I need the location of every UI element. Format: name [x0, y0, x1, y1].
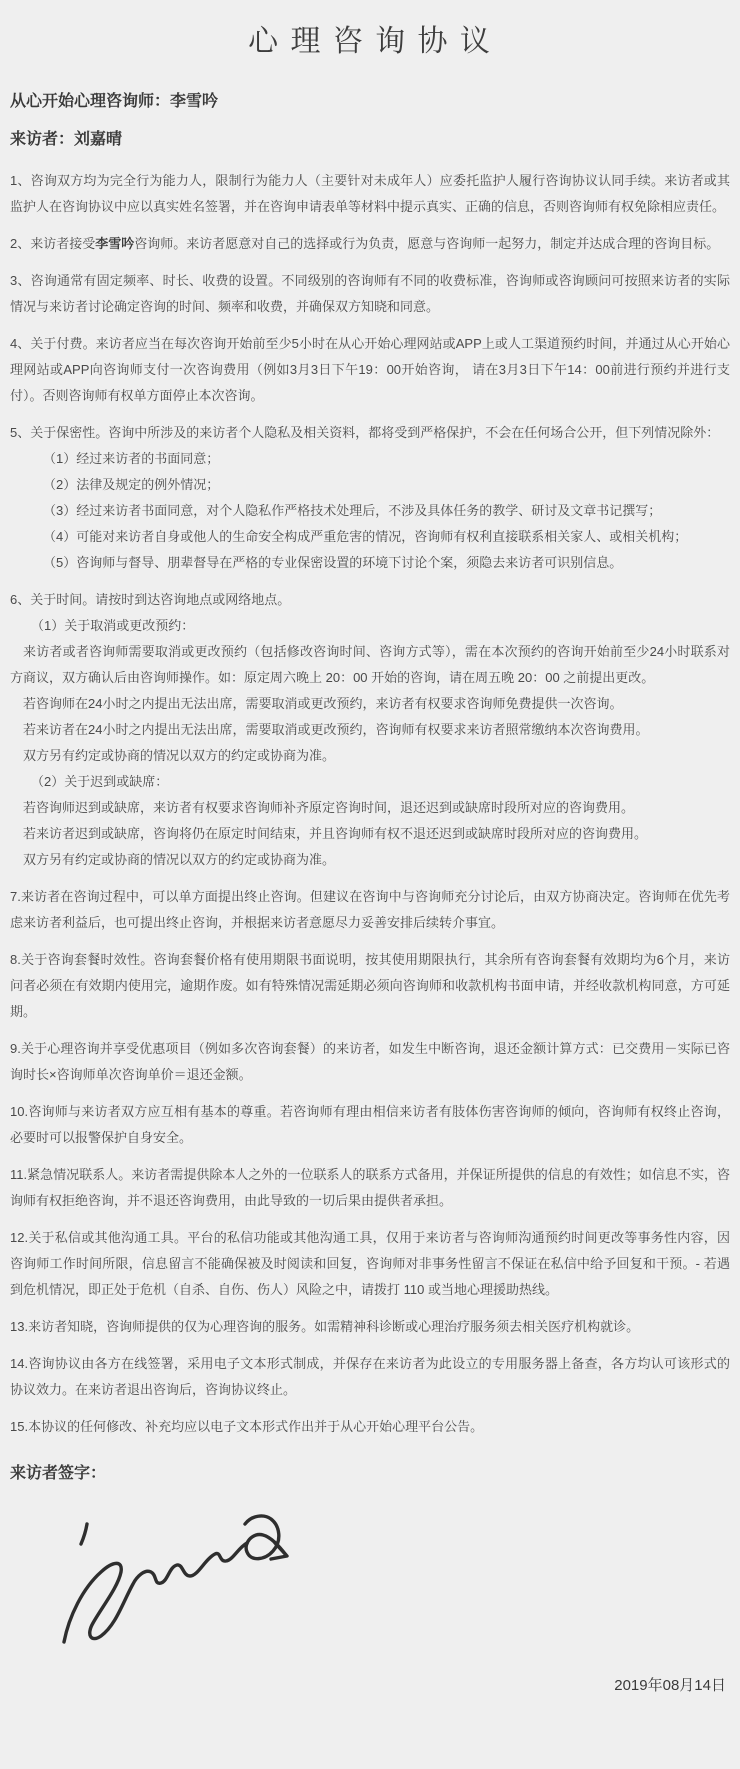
clause-6-sub-1-para-1: 来访者或者咨询师需要取消或更改预约（包括修改咨询时间、咨询方式等），需在本次预约的咨询开始前至少24小时联系对方商议，双方确认后由咨询师操作。如：原定周六晚上 20：00 开始的咨询，请在周五晚 20：00 之前提出更改。 — [10, 644, 730, 685]
clause-1: 1、咨询双方均为完全行为能力人，限制行为能力人（主要针对未成年人）应委托监护人履行咨询协议认同手续。来访者或其监护人在咨询协议中应以真实姓名签署，并在咨询申请表单等材料中提示真实、正确的信息，否则咨询师有权免除相应责任。 — [10, 173, 730, 214]
clause-10: 10.咨询师与来访者双方应互相有基本的尊重。若咨询师有理由相信来访者有肢体伤害咨询师的倾向，咨询师有权终止咨询， 必要时可以报警保护自身安全。 — [10, 1104, 730, 1145]
clause-3: 3、咨询通常有固定频率、时长、收费的设置。不同级别的咨询师有不同的收费标准，咨询师或咨询顾问可按照来访者的实际情况与来访者讨论确定咨询的时间、频率和收费，并确保双方知晓和同意。 — [10, 273, 730, 314]
counselor-name: 李雪吟 — [95, 236, 135, 251]
clause-14: 14.咨询协议由各方在线签署，采用电子文本形式制成，并保存在来访者为此设立的专用服务器上备查，各方均认可该形式的协议效力。在来访者退出咨询后，咨询协议终止。 — [10, 1356, 730, 1397]
clause-5-item-1: （1）经过来访者的书面同意； — [43, 451, 220, 466]
clause-9: 9.关于心理咨询并享受优惠项目（例如多次咨询套餐）的来访者，如发生中断咨询，退还金额计算方式：已交费用－实际已咨询时长×咨询师单次咨询单价＝退还金额。 — [10, 1041, 730, 1082]
clause-7: 7.来访者在咨询过程中，可以单方面提出终止咨询。但建议在咨询中与咨询师充分讨论后，由双方协商决定。咨询师在优先考虑来访者利益后，也可提出终止咨询，并根据来访者意愿尽力妥善安排后续转介事宜。 — [10, 889, 730, 930]
clause-2-suffix: 咨询师。来访者愿意对自己的选择或行为负责，愿意与咨询师一起努力，制定并达成合理的咨询目标。 — [134, 236, 720, 251]
clause-2 — [10, 231, 730, 257]
clause-4: 4、关于付费。来访者应当在每次咨询开始前至少5小时在从心开始心理网站或APP上或人工渠道预约时间，并通过从心开始心理网站或APP向咨询师支付一次咨询费用（例如3月3日下午19：00开始咨询， 请在3月3日下午14：00前进行预约并进行支付）。否则咨询师有权单方面停止本次咨询。 — [10, 336, 730, 403]
clause-6-sub-2-head: （2）关于迟到或缺席： — [31, 774, 169, 789]
signature-label: 来访者签字： — [10, 1465, 107, 1482]
clause-5-item-2: （2）法律及规定的例外情况； — [43, 477, 220, 492]
clause-2-prefix: 2、来访者接受 — [10, 236, 96, 251]
clause-12: 12.关于私信或其他沟通工具。平台的私信功能或其他沟通工具，仅用于来访者与咨询师沟通预约时间更改等事务性内容，因咨询师工作时间所限，信息留言不能确保被及时阅读和回复，咨询师对非事务性留言不保证在私信中给予回复和干预。- 若遇到危机情况，即正处于危机（自杀、自伤、伤人）风险之中，请拨打 110 或当地心理援助热线。 — [10, 1230, 730, 1297]
clause-6-sub-1-para-3: 若来访者在24小时之内提出无法出席，需要取消或更改预约，咨询师有权要求来访者照常缴纳本次咨询费用。 — [23, 722, 649, 737]
clause-6-sub-1-para-4: 双方另有约定或协商的情况以双方的约定或协商为准。 — [23, 748, 336, 763]
clause-6-sub-1-para-2: 若咨询师在24小时之内提出无法出席，需要取消或更改预约，来访者有权要求咨询师免费提供一次咨询。 — [23, 696, 623, 711]
clause-6-sub-2-para-3: 双方另有约定或协商的情况以双方的约定或协商为准。 — [23, 852, 336, 867]
clause-6-sub-2-para-2: 若来访者迟到或缺席，咨询将仍在原定时间结束，并且咨询师有权不退还迟到或缺席时段所对应的咨询费用。 — [23, 826, 648, 841]
clause-5-item-3: （3）经过来访者书面同意，对个人隐私作严格技术处理后，不涉及具体任务的教学、研讨及文章书记撰写； — [43, 503, 662, 518]
clause-13: 13.来访者知晓，咨询师提供的仅为心理咨询的服务。如需精神科诊断或心理治疗服务须去相关医疗机构就诊。 — [10, 1319, 640, 1334]
clause-6-intro: 6、关于时间。请按时到达咨询地点或网络地点。 — [10, 592, 291, 607]
clause-5-item-5: （5）咨询师与督导、朋辈督导在严格的专业保密设置的环境下讨论个案，须隐去来访者可识别信息。 — [43, 555, 623, 570]
clause-6-sub-2-para-1: 若咨询师迟到或缺席，来访者有权要求咨询师补齐原定咨询时间，退还迟到或缺席时段所对应的咨询费用。 — [23, 800, 635, 815]
clause-15: 15.本协议的任何修改、补充均应以电子文本形式作出并于从心开始心理平台公告。 — [10, 1419, 484, 1434]
visitor-signature-image — [56, 1510, 296, 1665]
counselor-line: 从心开始心理咨询师：李雪吟 — [10, 93, 219, 110]
clause-6-sub-1-head: （1）关于取消或更改预约： — [31, 618, 195, 633]
clause-8: 8.关于咨询套餐时效性。咨询套餐价格有使用期限书面说明，按其使用期限执行，其余所有咨询套餐有效期均为6个月，来访问者必须在有效期内使用完，逾期作废。如有特殊情况需延期必须向咨询师和收款机构书面申请，并经收款机构同意，方可延期。 — [10, 952, 730, 1019]
visitor-line: 来访者：刘嘉晴 — [10, 131, 123, 148]
document-title: 心 理 咨 询 协 议 — [248, 25, 492, 58]
document-date: 2019年08月14日 — [614, 1677, 726, 1694]
clause-5-intro: 5、关于保密性。咨询中所涉及的来访者个人隐私及相关资料，都将受到严格保护，不会在任何场合公开，但下列情况除外： — [10, 425, 720, 440]
clause-11: 11.紧急情况联系人。来访者需提供除本人之外的一位联系人的联系方式备用，并保证所提供的信息的有效性；如信息不实，咨询师有权拒绝咨询，并不退还咨询费用，由此导致的一切后果由提供者承担。 — [10, 1167, 730, 1208]
clause-5-item-4: （4）可能对来访者自身或他人的生命安全构成严重危害的情况，咨询师有权利直接联系相关家人、或相关机构； — [43, 529, 688, 544]
